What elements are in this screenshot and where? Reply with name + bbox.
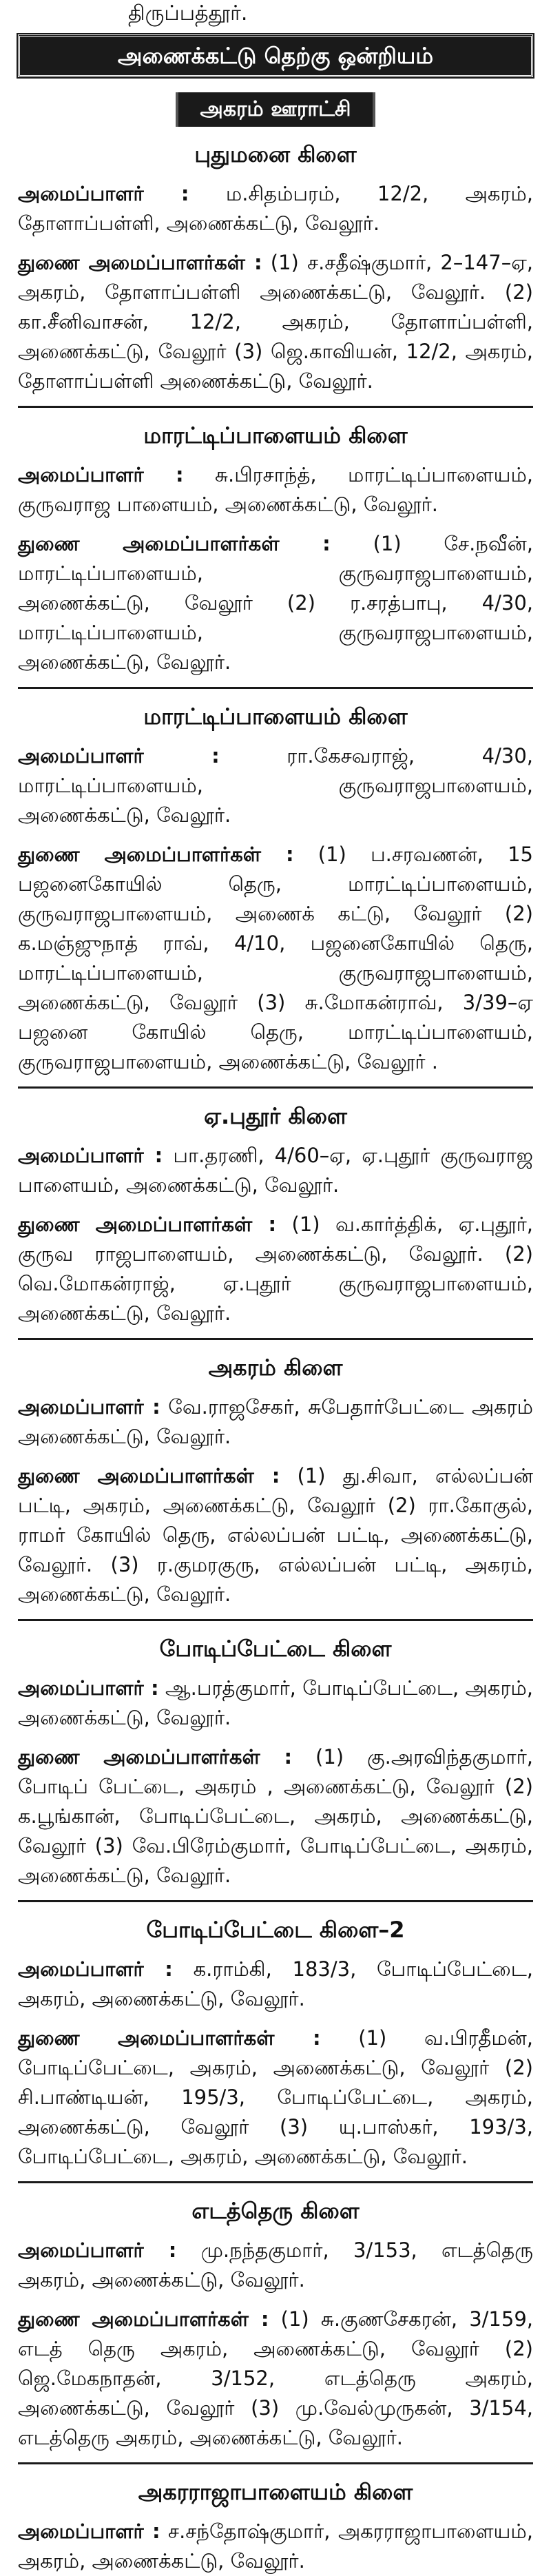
- member-details: ரா.கேசவராஜ், 4/30, மாரட்டிப்பாளையம், குருவராஜபாளையம், அணைக்கட்டு, வேலூர்.: [18, 744, 533, 827]
- branch-title: புதுமனை கிளை: [194, 141, 357, 167]
- deputy-organizers-entry: [18, 529, 533, 677]
- role-label: துணை அமைப்பாளர்கள் :: [18, 251, 262, 274]
- branch-section: [18, 1634, 533, 1902]
- section-divider: [18, 2181, 533, 2183]
- deputy-organizers-entry: [18, 2023, 533, 2172]
- member-details: ம.சிதம்பரம், 12/2, அகரம், தோளாப்பள்ளி, அணைக்கட்டு, வேலூர்.: [18, 182, 533, 235]
- role-label: அமைப்பாளர் :: [18, 1395, 160, 1419]
- section-divider: [18, 1619, 533, 1621]
- organizer-entry: [18, 2236, 533, 2295]
- section-divider: [18, 1338, 533, 1340]
- section-divider: [18, 1900, 533, 1902]
- role-label: அமைப்பாளர் :: [18, 463, 184, 486]
- branch-title: அகரராஜாபாளையம் கிளை: [138, 2479, 413, 2505]
- branch-title: அகரம் கிளை: [208, 1354, 343, 1381]
- branch-title: ஏ.புதூர் கிளை: [204, 1103, 347, 1129]
- role-label: துணை அமைப்பாளர்கள் :: [18, 1745, 293, 1769]
- member-details: (1) சு.குணசேகரன், 3/159, எடத் தெரு அகரம், அணைக்கட்டு, வேலூர் (2) ஜெ.மேகநாதன், 3/152, எடத்தெரு அகரம், அணைக்கட்டு, வேலூர் (3) மு.வேல்முருகன், 3/154, எடத்தெரு அகரம், அணைக்கட்டு, வேலூர்.: [18, 2307, 534, 2449]
- organizer-entry: [18, 179, 533, 238]
- member-details: பா.தரணி, 4/60–ஏ, ஏ.புதூர் குருவராஜ பாளையம், அணைக்கட்டு, வேலூர்.: [18, 1144, 533, 1197]
- organizer-entry: [18, 1955, 533, 2014]
- organizer-entry: [18, 741, 533, 830]
- member-details: வே.ராஜசேகர், சுபேதார்பேட்டை அகரம் அணைக்கட்டு, வேலூர்.: [18, 1395, 533, 1448]
- branch-section: [18, 420, 533, 689]
- organizer-entry: [18, 1392, 533, 1452]
- deputy-organizers-entry: [18, 1461, 533, 1609]
- branch-title: போடிப்பேட்டை கிளை: [159, 1636, 392, 1662]
- union-title-banner: அணைக்கட்டு தெற்கு ஒன்றியம்: [18, 34, 533, 77]
- branch-title: மாரட்டிப்பாளையம் கிளை: [143, 422, 408, 449]
- role-label: துணை அமைப்பாளர்கள் :: [18, 1464, 280, 1487]
- role-label: அமைப்பாளர் :: [18, 2238, 177, 2262]
- panchayat-banner-wrap: [18, 92, 533, 127]
- branch-section: [18, 2196, 533, 2464]
- branch-section: [18, 1101, 533, 1340]
- continued-text: திருப்பத்தூர்.: [128, 1, 248, 25]
- section-divider: [18, 1086, 533, 1089]
- branch-section: [18, 2477, 533, 2576]
- member-details: சு.பிரசாந்த், மாரட்டிப்பாளையம், குருவராஜ பாளையம், அணைக்கட்டு, வேலூர்.: [18, 463, 533, 516]
- member-details: (1) து.சிவா, எல்லப்பன் பட்டி, அகரம், அணைக்கட்டு, வேலூர் (2) ரா.கோகுல், ராமர் கோயில் தெரு, எல்லப்பன் பட்டி, அணைக்கட்டு, வேலூர். (3) ர.குமரகுரு, எல்லப்பன் பட்டி, அகரம், அணைக்கட்டு, வேலூர்.: [18, 1464, 533, 1606]
- role-label: துணை அமைப்பாளர்கள் :: [18, 843, 294, 866]
- member-details: மு.நந்தகுமார், 3/153, எடத்தெரு அகரம், அணைக்கட்டு, வேலூர்.: [18, 2238, 533, 2291]
- member-details: (1) ப.சரவணன், 15 பஜனைகோயில் தெரு, மாரட்டிப்பாளையம், குருவராஜபாளையம், அணைக் கட்டு, வேலூர் (2) க.மஞ்ஜுநாத் ராவ், 4/10, பஜனைகோயில் தெரு, மாரட்டிப்பாளையம், குருவராஜபாளையம், அணைக்கட்டு, வேலூர் (3) சு.மோகன்ராவ், 3/39–ஏ பஜனை கோயில் தெரு, மாரட்டிப்பாளையம், குருவராஜபாளையம், அணைக்கட்டு, வேலூர் .: [18, 843, 533, 1073]
- role-label: அமைப்பாளர் :: [18, 182, 189, 205]
- branch-section: [18, 1352, 533, 1621]
- organizer-entry: [18, 1673, 533, 1733]
- branch-list: [18, 139, 533, 2576]
- deputy-organizers-entry: [18, 2305, 533, 2453]
- branch-title: எடத்தெரு கிளை: [191, 2198, 360, 2224]
- member-details: (1) வ.பிரதீமன், போடிப்பேட்டை, அகரம், அணைக்கட்டு, வேலூர் (2) சி.பாண்டியன், 195/3, போடிப்பேட்டை, அகரம், அணைக்கட்டு, வேலூர் (3) யு.பாஸ்கர், 193/3, போடிப்பேட்டை, அகரம், அணைக்கட்டு, வேலூர்.: [18, 2026, 533, 2168]
- role-label: அமைப்பாளர் :: [18, 1144, 163, 1167]
- role-label: அமைப்பாளர் :: [18, 1957, 173, 1981]
- role-label: துணை அமைப்பாளர்கள் :: [18, 532, 331, 555]
- branch-section: [18, 1915, 533, 2183]
- role-label: அமைப்பாளர் :: [18, 744, 220, 767]
- deputy-organizers-entry: [18, 248, 533, 396]
- branch-section: [18, 701, 533, 1089]
- section-divider: [18, 2462, 533, 2464]
- deputy-organizers-entry: [18, 1210, 533, 1328]
- deputy-organizers-entry: [18, 840, 533, 1077]
- organizer-entry: [18, 2517, 533, 2576]
- member-details: (1) கு.அரவிந்தகுமார், போடிப் பேட்டை, அகரம் , அணைக்கட்டு, வேலூர் (2) க.பூங்கான், போடிப்பேட்டை, அகரம், அணைக்கட்டு, வேலூர் (3) வே.பிரேம்குமார், போடிப்பேட்டை, அகரம், அணைக்கட்டு, வேலூர்.: [18, 1745, 534, 1887]
- branch-title: போடிப்பேட்டை கிளை–2: [146, 1917, 405, 1943]
- panchayat-title-banner: அகரம் ஊராட்சி: [176, 92, 376, 127]
- organizer-entry: [18, 460, 533, 519]
- member-details: (1) ச.சதீஷ்குமார், 2–147–ஏ, அகரம், தோளாப்பள்ளி அணைக்கட்டு, வேலூர். (2) கா.சீனிவாசன், 12/2, அகரம், தோளாப்பள்ளி, அணைக்கட்டு, வேலூர் (3) ஜெ.காவியன், 12/2, அகரம், தோளாப்பள்ளி அணைக்கட்டு, வேலூர்.: [18, 251, 533, 393]
- member-details: ஆ.பரத்குமார், போடிப்பேட்டை, அகரம், அணைக்கட்டு, வேலூர்.: [18, 1676, 533, 1729]
- role-label: துணை அமைப்பாளர்கள் :: [18, 2026, 321, 2050]
- branch-title: மாரட்டிப்பாளையம் கிளை: [143, 703, 408, 730]
- organizer-entry: [18, 1141, 533, 1200]
- member-details: ச.சந்தோஷ்குமார், அகரராஜாபாளையம், அகரம், அணைக்கட்டு, வேலூர்.: [18, 2520, 533, 2573]
- section-divider: [18, 406, 533, 408]
- branch-section: [18, 139, 533, 408]
- role-label: அமைப்பாளர் :: [18, 1676, 159, 1700]
- member-details: (1) வ.கார்த்திக், ஏ.புதூர், குருவ ராஜபாளையம், அணைக்கட்டு, வேலூர். (2) வெ.மோகன்ராஜ், ஏ.புதூர் குருவராஜபாளையம், அணைக்கட்டு, வேலூர்.: [18, 1213, 533, 1325]
- role-label: துணை அமைப்பாளர்கள் :: [18, 2307, 269, 2331]
- section-divider: [18, 687, 533, 689]
- member-details: க.ராம்கி, 183/3, போடிப்பேட்டை, அகரம், அணைக்கட்டு, வேலூர்.: [18, 1957, 533, 2010]
- member-details: (1) சே.நவீன், மாரட்டிப்பாளையம், குருவராஜபாளையம், அணைக்கட்டு, வேலூர் (2) ர.சரத்பாபு, 4/30, மாரட்டிப்பாளையம், குருவராஜபாளையம், அணைக்கட்டு, வேலூர்.: [18, 532, 533, 674]
- role-label: துணை அமைப்பாளர்கள் :: [18, 1213, 277, 1236]
- deputy-organizers-entry: [18, 1742, 533, 1890]
- role-label: அமைப்பாளர் :: [18, 2520, 160, 2543]
